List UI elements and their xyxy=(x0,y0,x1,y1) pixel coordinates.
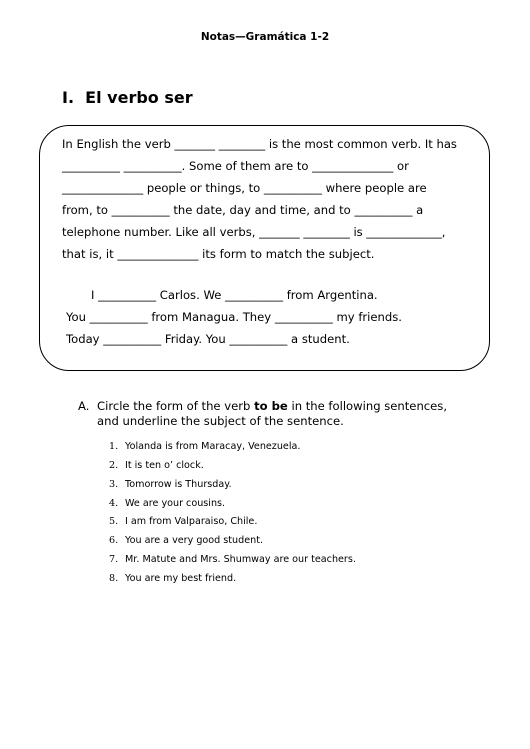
notes-line: ______________ people or things, to __________ where people are xyxy=(62,181,427,195)
exercise-item xyxy=(109,516,257,527)
item-number: 2. xyxy=(109,460,119,471)
item-number: 8. xyxy=(109,573,119,584)
item-number: 5. xyxy=(109,516,119,527)
item-text: We are your cousins. xyxy=(125,498,226,509)
section-title: El verbo ser xyxy=(85,88,193,107)
item-number: 4. xyxy=(109,498,119,509)
item-number: 6. xyxy=(109,535,119,546)
exercise-item xyxy=(109,498,225,509)
conjugation-line: Today __________ Friday. You __________ a student. xyxy=(66,332,350,346)
notes-line: __________ __________. Some of them are to ______________ or xyxy=(62,159,409,173)
item-text: It is ten o’ clock. xyxy=(125,460,204,471)
instruction-text: Circle the form of the verb xyxy=(97,399,255,413)
conjugation-line: I __________ Carlos. We __________ from Argentina. xyxy=(91,288,378,302)
exercise-item xyxy=(109,441,300,452)
exercise-letter: A. xyxy=(78,399,90,413)
item-text: Yolanda is from Maracay, Venezuela. xyxy=(125,441,301,452)
item-number: 1. xyxy=(109,441,119,452)
exercise-item xyxy=(109,535,263,546)
exercise-item xyxy=(109,573,236,584)
item-text: Mr. Matute and Mrs. Shumway are our teachers. xyxy=(125,554,356,565)
notes-line: In English the verb _______ ________ is the most common verb. It has xyxy=(62,137,457,151)
exercise-item xyxy=(109,554,356,565)
item-number: 7. xyxy=(109,554,119,565)
exercise-a-instruction xyxy=(78,399,468,429)
notes-line: telephone number. Like all verbs, _______ ________ is _____________, xyxy=(62,225,446,239)
instruction-bold: to be xyxy=(254,399,288,413)
notes-line: from, to __________ the date, day and time, and to __________ a xyxy=(62,203,424,217)
item-text: You are a very good student. xyxy=(125,535,264,546)
item-text: You are my best friend. xyxy=(125,573,237,584)
item-number: 3. xyxy=(109,479,119,490)
item-text: Tomorrow is Thursday. xyxy=(125,479,232,490)
conjugation-line: You __________ from Managua. They __________ my friends. xyxy=(66,310,402,324)
exercise-item xyxy=(109,479,232,490)
notes-line: that is, it ______________ its form to match the subject. xyxy=(62,247,375,261)
section-number: I. xyxy=(62,88,75,107)
section-heading xyxy=(62,88,193,107)
exercise-item xyxy=(109,460,204,471)
instruction-text: in the following sentences, and underline the subject of the sentence. xyxy=(97,399,448,428)
item-text: I am from Valparaiso, Chile. xyxy=(125,516,258,527)
page-title: Notas—Gramática 1-2 xyxy=(200,31,330,43)
